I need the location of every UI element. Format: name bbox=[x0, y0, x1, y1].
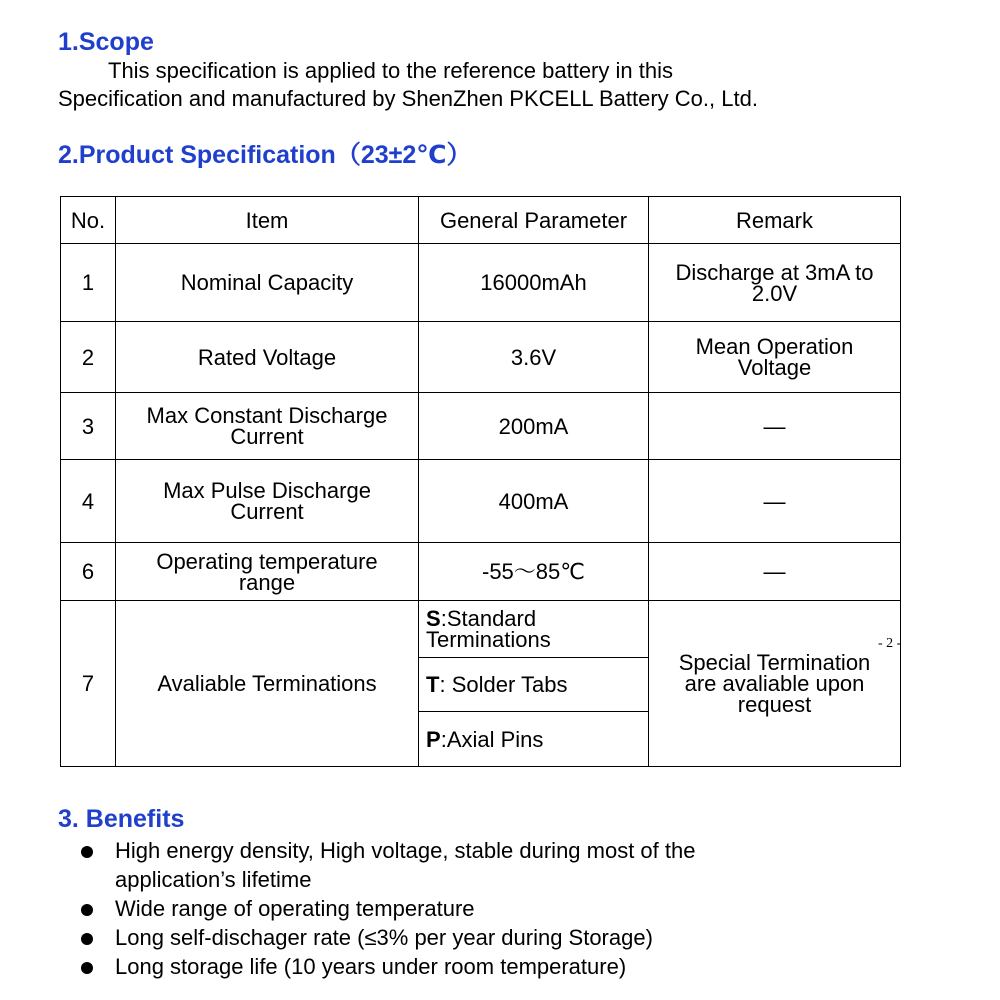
bullet-icon bbox=[81, 933, 93, 945]
row-parameter: 16000mAh bbox=[419, 244, 649, 322]
scope-text-line-1: This specification is applied to the reference battery in this bbox=[108, 58, 673, 83]
row-no: 4 bbox=[61, 460, 116, 543]
row-parameter: 3.6V bbox=[419, 322, 649, 393]
remark-line: request bbox=[737, 692, 812, 717]
benefit-line: application’s lifetime bbox=[115, 867, 312, 892]
header-general-parameter: General Parameter bbox=[419, 197, 649, 244]
termination-text: Axial Pins bbox=[446, 726, 544, 752]
table-row bbox=[61, 543, 901, 601]
list-item bbox=[78, 894, 835, 923]
item-line: Current bbox=[230, 424, 304, 449]
product-spec-table bbox=[60, 196, 901, 767]
row-parameter: 200mA bbox=[419, 393, 649, 460]
row-remark bbox=[649, 322, 901, 393]
benefit-line: Long storage life (10 years under room temperature) bbox=[115, 954, 627, 979]
remark-line: are avaliable upon bbox=[684, 671, 865, 696]
remark-line: Mean Operation bbox=[695, 334, 854, 359]
header-no: No. bbox=[61, 197, 116, 244]
table-row bbox=[61, 460, 901, 543]
item-line: Max Constant Discharge bbox=[146, 403, 388, 428]
termination-option-p bbox=[419, 712, 649, 767]
termination-code: T bbox=[426, 672, 440, 697]
row-no: 1 bbox=[61, 244, 116, 322]
list-item bbox=[78, 836, 835, 894]
scope-heading: 1.Scope bbox=[58, 28, 154, 56]
remark-line: Special Termination bbox=[678, 650, 871, 675]
row-remark: — bbox=[649, 460, 901, 543]
termination-text: Solder Tabs bbox=[445, 672, 568, 697]
row-remark bbox=[649, 244, 901, 322]
row-item bbox=[116, 393, 419, 460]
row-no: 7 bbox=[61, 601, 116, 767]
row-parameter: -55～85℃ bbox=[419, 543, 649, 601]
row-item bbox=[116, 460, 419, 543]
row-remark: — bbox=[649, 393, 901, 460]
table-row bbox=[61, 322, 901, 393]
termination-code: S bbox=[426, 606, 441, 631]
item-line: Max Pulse Discharge bbox=[163, 478, 371, 503]
item-line: Operating temperature bbox=[156, 548, 378, 574]
remark-line: Voltage bbox=[737, 355, 812, 380]
product-spec-heading: 2.Product Specification（23±2℃） bbox=[58, 141, 472, 169]
page-number: - 2 - bbox=[878, 636, 902, 651]
row-item: Nominal Capacity bbox=[116, 244, 419, 322]
row-no: 3 bbox=[61, 393, 116, 460]
item-line: range bbox=[238, 569, 296, 595]
bullet-icon bbox=[81, 904, 93, 916]
benefit-line: Long self-dischager rate (≤3% per year during Storage) bbox=[115, 925, 653, 950]
benefits-list bbox=[78, 836, 835, 981]
benefit-line: High energy density, High voltage, stable during most of the bbox=[115, 838, 696, 863]
remark-line: 2.0V bbox=[751, 280, 798, 306]
termination-text: Standard bbox=[446, 606, 537, 631]
list-item bbox=[78, 923, 835, 952]
termination-option-s bbox=[419, 601, 649, 658]
item-line: Current bbox=[230, 499, 304, 524]
termination-code: P bbox=[426, 726, 441, 752]
row-item: Rated Voltage bbox=[116, 322, 419, 393]
row-remark: — bbox=[649, 543, 901, 601]
table-row bbox=[61, 601, 901, 658]
list-item bbox=[78, 952, 835, 981]
termination-option-line bbox=[426, 608, 644, 629]
termination-separator: : bbox=[440, 726, 447, 752]
termination-option-t bbox=[419, 658, 649, 712]
row-item bbox=[116, 543, 419, 601]
row-item: Avaliable Terminations bbox=[116, 601, 419, 767]
table-header-row bbox=[61, 197, 901, 244]
table-row bbox=[61, 393, 901, 460]
row-remark bbox=[649, 601, 901, 767]
row-no: 6 bbox=[61, 543, 116, 601]
row-parameter: 400mA bbox=[419, 460, 649, 543]
bullet-icon bbox=[81, 962, 93, 974]
termination-separator: : bbox=[439, 672, 446, 697]
header-item: Item bbox=[116, 197, 419, 244]
remark-line: Discharge at 3mA to bbox=[675, 259, 874, 285]
header-remark: Remark bbox=[649, 197, 901, 244]
bullet-icon bbox=[81, 846, 93, 858]
termination-option-line: Terminations bbox=[426, 627, 551, 652]
table-row bbox=[61, 244, 901, 322]
termination-separator: : bbox=[440, 606, 447, 631]
row-no: 2 bbox=[61, 322, 116, 393]
benefit-line: Wide range of operating temperature bbox=[115, 896, 475, 921]
benefits-heading: 3. Benefits bbox=[58, 805, 185, 833]
scope-text-line-2: Specification and manufactured by ShenZhen PKCELL Battery Co., Ltd. bbox=[58, 86, 758, 111]
